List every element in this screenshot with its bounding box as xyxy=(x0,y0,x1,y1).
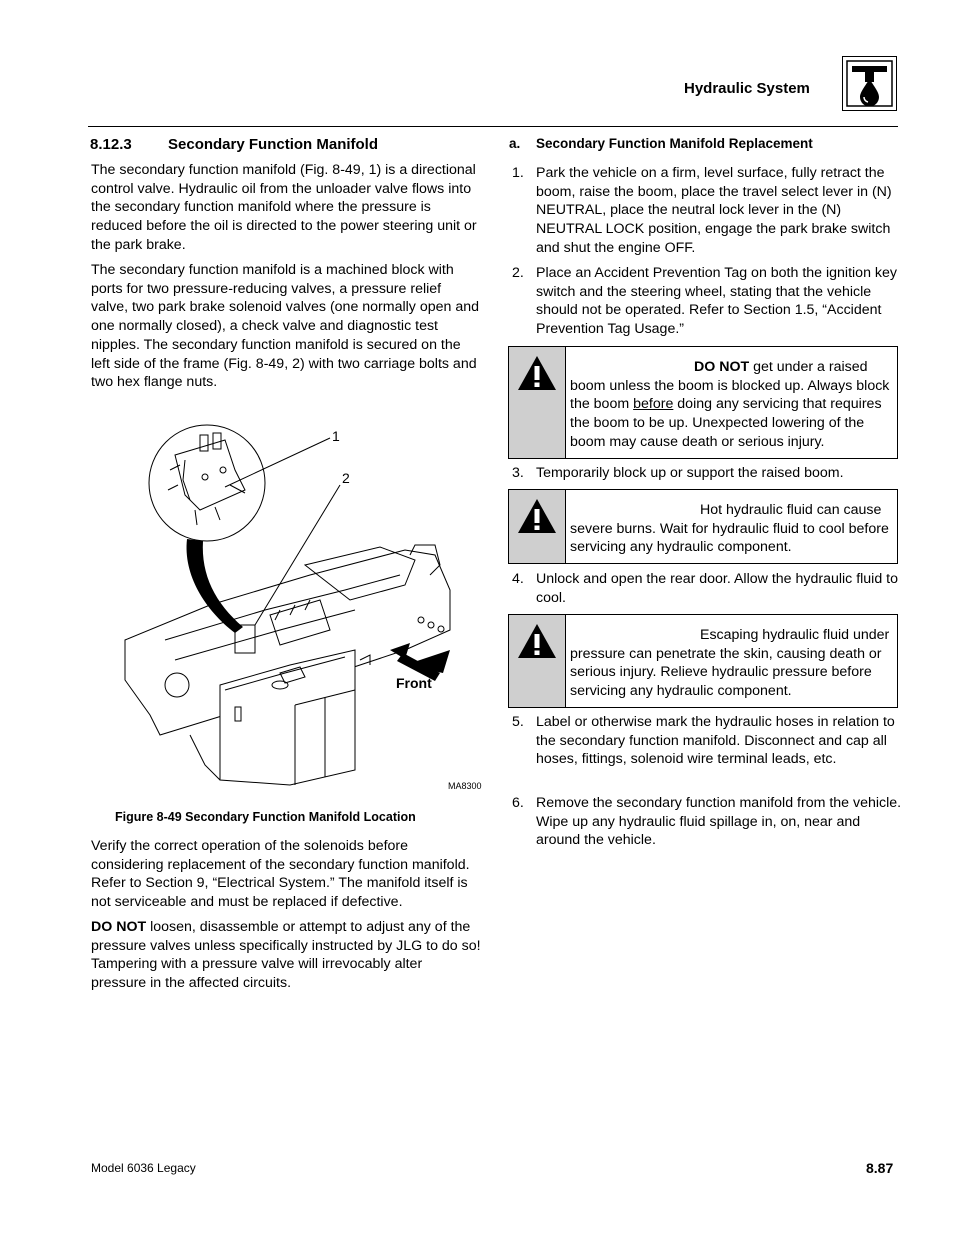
subsection-letter: a. xyxy=(509,136,521,151)
footer-model: Model 6036 Legacy xyxy=(91,1161,196,1175)
subsection-title: Secondary Function Manifold Replacement xyxy=(536,136,813,151)
subsection-heading xyxy=(509,136,813,151)
manifold-figure xyxy=(105,415,490,800)
list-item: 2. Place an Accident Prevention Tag on both the ignition key switch and the steering wheel, stating that the vehicle should not be operated. Refer to Section 1.5, “Accident Prevention Tag Usage.” xyxy=(512,265,897,338)
figure-drawing-id: MA8300 xyxy=(448,781,482,791)
warning-text-boom: DO NOT get under a raised boom unless the boom is blocked up. Always block the boom before doing any servicing that requires the boom to be up. Unexpected lowering of the boom may cause death or serious injury. xyxy=(570,359,890,450)
paragraph-intro: The secondary function manifold (Fig. 8-49, 1) is a directional control valve. Hydraulic oil from the unloader valve flows into the secondary function manifold where the pressure is reduced before the oil is directed to the power steering unit or the park brake. xyxy=(91,162,477,253)
list-item: 5. Label or otherwise mark the hydraulic hoses in relation to the secondary function manifold. Disconnect and cap all hoses, fittings, solenoid wire terminal leads, etc. xyxy=(512,714,895,768)
warning-triangle-icon xyxy=(517,623,557,659)
section-number: 8.12.3 xyxy=(90,136,132,153)
warning-triangle-icon xyxy=(517,355,557,391)
paragraph-caution xyxy=(91,918,481,993)
page-number: 8.87 xyxy=(866,1160,894,1176)
list-item: 3. Temporarily block up or support the raised boom. xyxy=(512,465,844,481)
paragraph-verify: Verify the correct operation of the solenoids before considering replacement of the secondary function manifold. Refer to Section 9, “Electrical System.” The manifold itself is not serviceable and must be replaced if defective. xyxy=(91,838,470,911)
warning-text-hot-fluid: Hot hydraulic fluid can cause severe burns. Wait for hydraulic fluid to cool before servicing any hydraulic component. xyxy=(570,502,889,556)
do-not-bold: DO NOT xyxy=(91,919,147,935)
paragraph-description: The secondary function manifold is a machined block with ports for two pressure-reducing valves, a pressure relief valve, two park brake solenoid valves (one normally open and one normally closed), a check valve and diagnostic test nipples. The secondary function manifold is secured on the left side of the frame (Fig. 8-49, 2) with two carriage bolts and two hex flange nuts. xyxy=(91,262,480,391)
caution-text: loosen, disassemble or attempt to adjust any of the pressure valves unless specifically instructed by JLG to do so! Tampering with a pressure valve will irrevocably alter pressure in the affected circuits. xyxy=(91,919,481,992)
figure-callout-1: 1 xyxy=(332,428,340,444)
list-item: 4. Unlock and open the rear door. Allow the hydraulic fluid to cool. xyxy=(512,571,899,606)
warning-box-hot-fluid xyxy=(508,489,898,564)
header-rule xyxy=(88,126,898,127)
warning-triangle-icon xyxy=(517,498,557,534)
figure-callout-2: 2 xyxy=(342,470,350,486)
warning-box-pressure xyxy=(508,614,898,708)
figure-front-label: Front xyxy=(396,675,432,691)
list-item: 6. Remove the secondary function manifold from the vehicle. Wipe up any hydraulic fluid spillage in, on, near and around the vehicle. xyxy=(512,795,902,849)
figure-caption: Figure 8-49 Secondary Function Manifold Location xyxy=(115,810,416,824)
hydraulic-drop-icon xyxy=(842,56,897,111)
warning-box-boom xyxy=(508,346,898,459)
section-title: Secondary Function Manifold xyxy=(168,136,379,153)
list-item: 1. Park the vehicle on a firm, level surface, fully retract the boom, raise the boom, place the travel select lever in (N) NEUTRAL, place the neutral lock lever in the (N) NEUTRAL LOCK position, engage the park brake switch and shut the engine OFF. xyxy=(512,165,892,256)
header-section-title: Hydraulic System xyxy=(684,80,810,97)
warning-text-pressure: Escaping hydraulic fluid under pressure can penetrate the skin, causing death or serious injury. Relieve hydraulic pressure before servicing any hydraulic component. xyxy=(570,627,890,700)
